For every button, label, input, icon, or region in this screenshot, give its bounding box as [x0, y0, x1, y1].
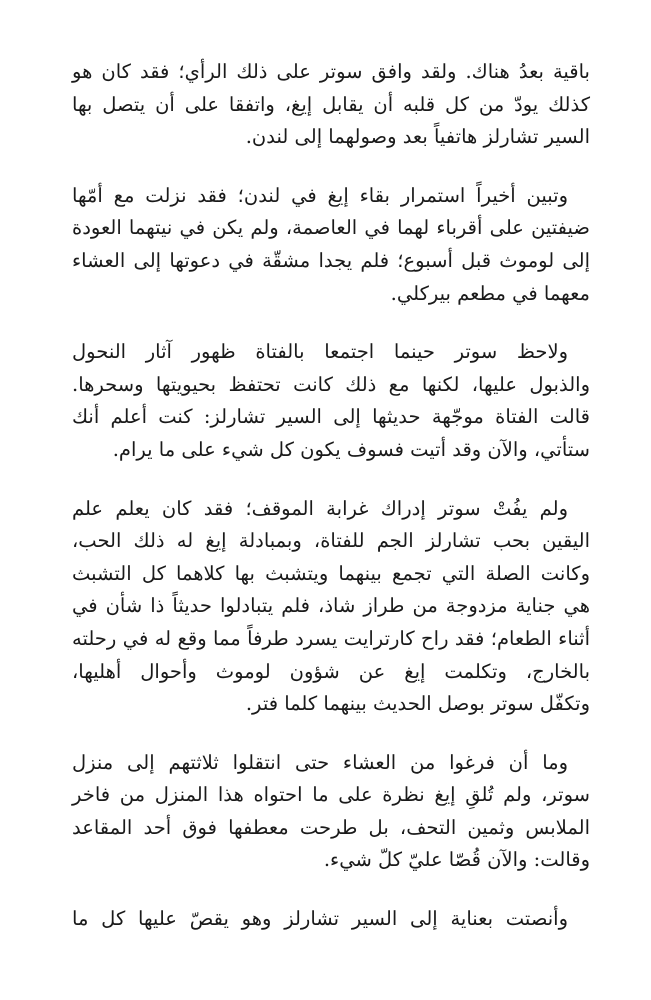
- text-line: وما أن فرغوا من العشاء حتى انتقلوا ثلاثتهم إلى منزل: [72, 750, 568, 774]
- text-line: ولم يفُتْ سوتر إدراك غرابة الموقف؛ فقد كان يعلم علم: [72, 496, 568, 520]
- text-line: معهما في مطعم بيركلي.: [390, 281, 590, 305]
- paragraph-6: [72, 903, 590, 936]
- text-line: وقالت: والآن قُصّا عليّ كلّ شيء.: [323, 848, 590, 872]
- text-line: ولاحظ سوتر حينما اجتمعا بالفتاة ظهور آثار النحول: [72, 340, 568, 364]
- text-line: بالخارج، وتكلمت إيغ عن شؤون لوموث وأحوال أهليها،: [72, 659, 590, 683]
- paragraph-1: [72, 56, 590, 154]
- text-line: وتبين أخيراً استمرار بقاء إيغ في لندن؛ فقد نزلت مع أمّها: [72, 183, 568, 207]
- text-line: الملابس وثمين التحف، بل طرحت معطفها فوق أحد المقاعد: [72, 815, 590, 839]
- paragraph-5: [72, 747, 590, 877]
- text-line: وتكفّل سوتر بوصل الحديث بينهما كلما فتر.: [245, 692, 590, 716]
- paragraph-3: [72, 336, 590, 466]
- text-line: أثناء الطعام؛ فقد راح كارترايت يسرد طرفاً مما وقع له في رحلته: [72, 626, 590, 650]
- text-line: هي جناية مزدوجة من طراز شاذ، فلم يتبادلوا حديثاً ذا شأن في: [72, 594, 590, 618]
- text-line: باقية بعدُ هناك. ولقد وافق سوتر على ذلك الرأي؛ فقد كان هو: [72, 60, 590, 83]
- text-line: سوتر، ولم تُلقِ إيغ نظرة على ما احتواه هذا المنزل من فاخر: [72, 783, 590, 807]
- text-line: قالت الفتاة موجّهة حديثها إلى السير تشارلز: كنت أعلم أنك: [72, 405, 590, 429]
- text-line: ضيفتين على أقرباء لهما في العاصمة، ولم يكن في نيتهما العودة: [72, 216, 590, 240]
- text-line: وكانت الصلة التي تجمع بينهما ويتشبث بها كلاهما كل التشبث: [72, 561, 590, 585]
- text-line: ستأتي، والآن وقد أتيت فسوف يكون كل شيء على ما يرام.: [112, 437, 590, 461]
- paragraph-4: [72, 493, 590, 721]
- text-line: كذلك يودّ من كل قلبه أن يقابل إيغ، واتفقا على أن يتصل بها: [72, 92, 590, 116]
- text-line: والذبول عليها، لكنها مع ذلك كانت تحتفظ بحيويتها وسحرها.: [72, 372, 590, 396]
- book-page: [72, 56, 590, 962]
- text-line: السير تشارلز هاتفياً بعد وصولهما إلى لندن.: [245, 125, 590, 149]
- paragraph-2: [72, 180, 590, 310]
- text-line: وأنصتت بعناية إلى السير تشارلز وهو يقصّ عليها كل ما: [72, 907, 568, 931]
- text-line: إلى لوموث قبل أسبوع؛ فلم يجدا مشقّة في دعوتها إلى العشاء: [72, 248, 590, 272]
- text-line: اليقين بحب تشارلز الجم للفتاة، وبمبادلة إيغ له ذلك الحب،: [72, 529, 590, 553]
